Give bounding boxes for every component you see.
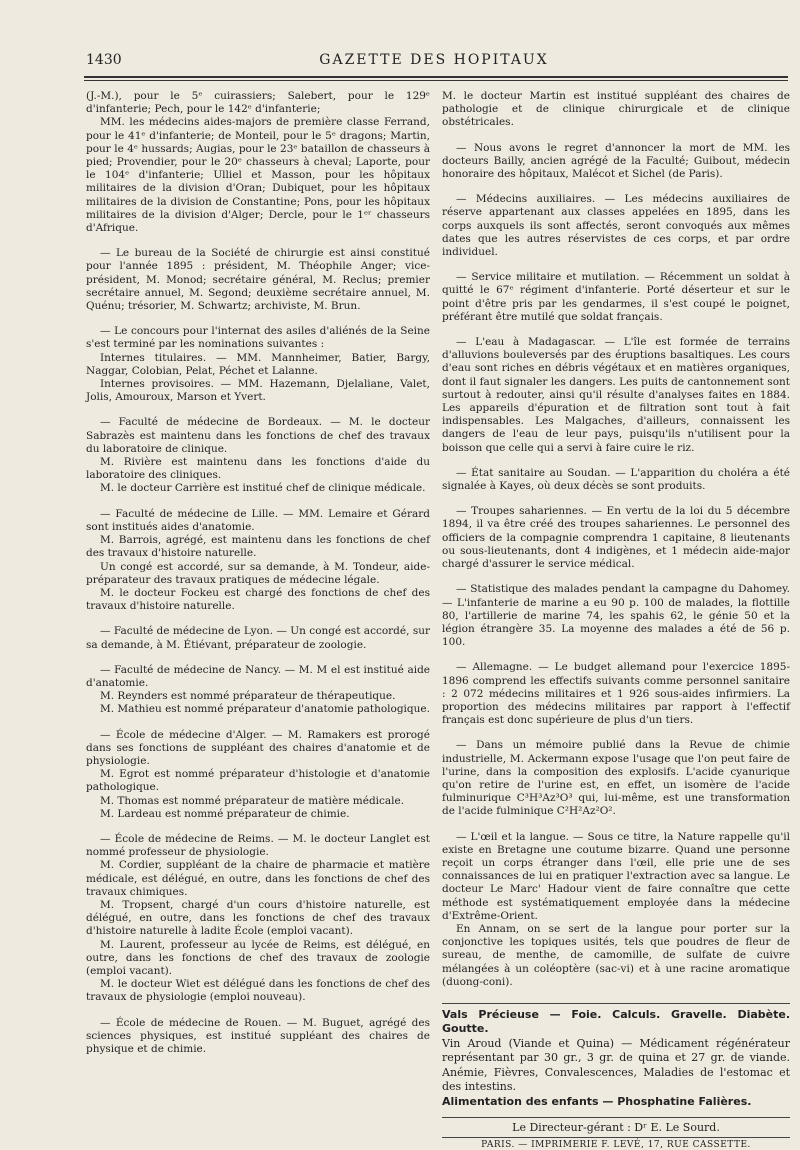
printer-imprint: PARIS. — IMPRIMERIE F. LEVÉ, 17, RUE CASSETTE. [442, 1137, 790, 1150]
paragraph: — Troupes sahariennes. — En vertu de la loi du 5 décembre 1894, il va être créé des troupes sahariennes. Le personnel des officiers de la compagnie comprendra 1 capitaine, 8 lieutenants ou sous-lieutenants, dont 4 indigènes, et 1 médecin aide-major chargé d'assurer le service médical. [442, 505, 790, 571]
page-header [80, 52, 788, 72]
paragraph: M. Laurent, professeur au lycée de Reims, est délégué, en outre, dans les fonctions de chef des travaux de zoologie (emploi vacant). [86, 938, 430, 977]
paragraph: — Statistique des malades pendant la campagne du Dahomey. — L'infanterie de marine a eu 90 p. 100 de malades, la flottille 80, l'artillerie de marine 74, les spahis 62, le génie 50 et la légion étrangère 35. La moyenne des malades a été de 56 p. 100. [442, 583, 790, 649]
paragraph: M. le docteur Fockeu est chargé des fonctions de chef des travaux d'histoire naturelle. [86, 586, 430, 613]
paragraph: — École de médecine d'Alger. — M. Ramakers est prorogé dans ses fonctions de suppléant des chaires d'anatomie et de physiologie. [86, 728, 430, 767]
paragraph: M. Rivière est maintenu dans les fonctions d'aide du laboratoire des cliniques. [86, 456, 430, 482]
paragraph: — École de médecine de Rouen. — M. Buguet, agrégé des sciences physiques, est institué suppléant des chaires de physique et de chimie. [86, 1016, 430, 1055]
paragraph: Un congé est accordé, sur sa demande, à M. Tondeur, aide-préparateur des travaux pratiques de médecine légale. [86, 560, 430, 586]
journal-title: GAZETTE DES HOPITAUX [319, 52, 549, 68]
director-signature: Le Directeur-gérant : Dʳ E. Le Sourd. [442, 1117, 790, 1134]
paragraph: M. Barrois, agrégé, est maintenu dans les fonctions de chef des travaux d'histoire naturelle. [86, 534, 430, 560]
paragraph: — Faculté de médecine de Lille. — MM. Lemaire et Gérard sont institués aides d'anatomie. [86, 507, 430, 533]
paragraph: — Le concours pour l'internat des asiles d'aliénés de la Seine s'est terminé par les nominations suivantes : [86, 325, 430, 351]
paragraph: — L'eau à Madagascar. — L'île est formée de terrains d'alluvions bouleversés par des éruptions basaltiques. Les cours d'eau sont riches en débris végétaux et en matières organiques, dont il faut signaler les dangers. Les puits de cantonnement sont surtout à redouter, ainsi qu'il résulte d'analyses faites en 1884. Les appareils d'épuration et de filtration sont tout à fait indispensables. Les Malgaches, d'ailleurs, connaissent les dangers de l'eau de leur pays, puisqu'ils n'utilisent pour la boisson que celle qui a servi à faire cuire le riz. [442, 336, 790, 454]
paragraph: M. Mathieu est nommé préparateur d'anatomie pathologique. [100, 703, 430, 716]
paragraph: M. Egrot est nommé préparateur d'histologie et d'anatomie pathologique. [86, 768, 430, 794]
paragraph: (J.-M.), pour le 5ᵉ cuirassiers; Salebert, pour le 129ᵉ d'infanterie; Pech, pour le 142ᵉ d'infanterie; [86, 90, 430, 116]
paragraph: MM. les médecins aides-majors de première classe Ferrand, pour le 41ᵉ d'infanterie; de Monteil, pour le 5ᵉ dragons; Martin, pour le 4ᵉ hussards; Augias, pour le 23ᵉ bataillon de chasseurs à pied; Provendier, pour le 20ᵉ chasseurs à cheval; Laporte, pour le 104ᵉ d'infanterie; Ulliel et Masson, pour les hôpitaux militaires de la division d'Oran; Dubiquet, pour les hôpitaux militaires de la division de Constantine; Pons, pour les hôpitaux militaires de la division d'Alger; Dercle, pour le 1ᵉʳ chasseurs d'Afrique. [86, 116, 430, 235]
ad-vals: Vals Précieuse — Foie. Calculs. Gravelle. Diabète. Goutte. [442, 1007, 790, 1036]
paragraph: — École de médecine de Reims. — M. le docteur Langlet est nommé professeur de physiologie. [86, 832, 430, 859]
paragraph: — Le bureau de la Société de chirurgie est ainsi constitué pour l'année 1895 : président, M. Théophile Anger; vice-président, M. Monod; secrétaire général, M. Reclus; premier secrétaire annuel, M. Segond; deuxième secrétaire annuel, M. Quénu; trésorier, M. Schwartz; archiviste, M. Brun. [86, 247, 430, 313]
paragraph: M. Thomas est nommé préparateur de matière médicale. [100, 794, 405, 807]
paragraph: M. Reynders est nommé préparateur de thérapeutique. [100, 690, 396, 703]
paragraph: M. Tropsent, chargé d'un cours d'histoire naturelle, est délégué, en outre, dans les fonctions de chef des travaux d'histoire naturelle à ladite École (emploi vacant). [86, 898, 430, 938]
paragraph: Internes titulaires. — MM. Mannheimer, Batier, Bargy, Naggar, Colobian, Pelat, Péchet et Lalanne. [86, 351, 430, 377]
paragraph: M. le docteur Martin est institué suppléant des chaires de pathologie et de clinique chirurgicale et de clinique obstétricales. [442, 90, 790, 129]
paragraph: — Médecins auxiliaires. — Les médecins auxiliaires de réserve appartenant aux classes appelées en 1895, dans les corps auxquels ils sont affectés, seront convoqués aux mêmes dates que les autres réservistes de ces corps, et par ordre individuel. [442, 193, 790, 259]
header-rule-thin [84, 80, 788, 81]
paragraph: — État sanitaire au Soudan. — L'apparition du choléra a été signalée à Kayes, où deux décès se sont produits. [442, 466, 790, 493]
paragraph: — Dans un mémoire publié dans la Revue de chimie industrielle, M. Ackermann expose l'usage que l'on peut faire de l'urine, dans la composition des explosifs. L'acide cyanurique qu'on retire de l'urine est, en effet, un isomère de l'acide fulminurique C³H³Az³O³ qui, lui-même, est une transformation de l'acide fulminique C²H²Az²O². [442, 739, 790, 818]
ad-vin-aroud: Vin Aroud (Viande et Quina) — Médicament régénérateur représentant par 30 gr., 3 gr. de quina et 27 gr. de viande. Anémie, Fièvres, Convalescences, Maladies de l'estomac et des intestins. [442, 1036, 790, 1094]
header-rule [84, 76, 788, 78]
paragraph: — Faculté de médecine de Bordeaux. — M. le docteur Sabrazès est maintenu dans les fonctions de chef des travaux du laboratoire de clinique. [86, 416, 430, 455]
paragraph: M. Lardeau est nommé préparateur de chimie. [100, 807, 350, 820]
paragraph: M. le docteur Carrière est institué chef de clinique médicale. [100, 482, 426, 495]
paragraph: M. Cordier, suppléant de la chaire de pharmacie et matière médicale, est délégué, en outre, dans les fonctions de chef des travaux chimiques. [86, 859, 430, 898]
paragraph: — Faculté de médecine de Nancy. — M. M el est institué aide d'anatomie. [86, 663, 430, 689]
paragraph: — Allemagne. — Le budget allemand pour l'exercice 1895-1896 comprend les effectifs suivants comme personnel sanitaire : 2 072 médecins militaires et 1 926 sous-aides infirmiers. La proportion des médecins militaires par rapport à l'effectif français est donc supérieure de plus d'un tiers. [442, 661, 790, 727]
page-number: 1430 [86, 52, 122, 68]
paragraph: — Service militaire et mutilation. — Récemment un soldat à quitté le 67ᵉ régiment d'infanterie. Porté déserteur et sur le point d'être pris par les gendarmes, il s'est coupé le poignet, préférant être mutilé que soldat français. [442, 271, 790, 323]
paragraph: Internes provisoires. — MM. Hazemann, Djelaliane, Valet, Jolis, Amouroux, Marson et Yvert. [86, 378, 430, 404]
paragraph: — L'œil et la langue. — Sous ce titre, la Nature rappelle qu'il existe en Bretagne une coutume bizarre. Quand une personne reçoit un corps étranger dans l'œil, elle prie une de ses connaissances de lui en pratiquer l'extraction avec sa langue. Le docteur Le Marc' Hadour vient de faire connaître que cette méthode est systématiquement employée dans la médecine d'Extrême-Orient. [442, 830, 790, 922]
paragraph: M. le docteur Wiet est délégué dans les fonctions de chef des travaux de physiologie (emploi nouveau). [86, 978, 430, 1004]
ad-phosphatine: Alimentation des enfants — Phosphatine Falières. [442, 1094, 752, 1108]
paragraph: — Nous avons le regret d'annoncer la mort de MM. les docteurs Bailly, ancien agrégé de la Faculté; Guibout, médecin honoraire des hôpitaux, Malécot et Sichel (de Paris). [442, 141, 790, 181]
paragraph: En Annam, on se sert de la langue pour porter sur la conjonctive les topiques usités, tels que poudres de fleur de sureau, de menthe, de camomille, de sulfate de cuivre mélangées à un coléoptère (sac-vi) et à une racine aromatique (duong-coni). [442, 922, 790, 988]
right-column [442, 90, 790, 1150]
left-column [86, 90, 430, 1056]
paragraph: — Faculté de médecine de Lyon. — Un congé est accordé, sur sa demande, à M. Étiévant, préparateur de zoologie. [86, 625, 430, 651]
advertisements [442, 1003, 790, 1110]
